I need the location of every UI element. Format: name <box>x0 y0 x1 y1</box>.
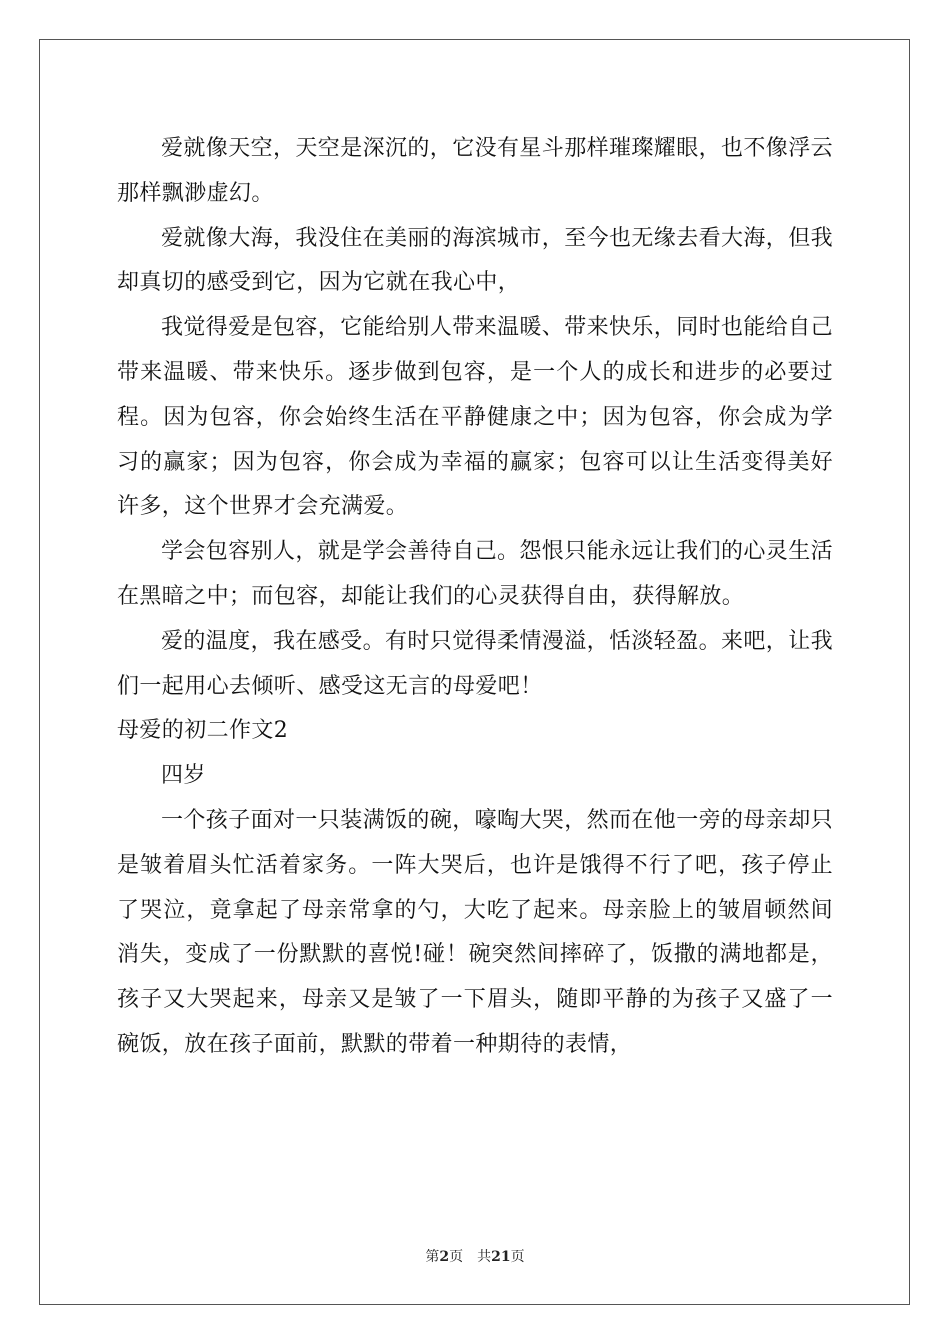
paragraph: 四岁 <box>161 763 206 789</box>
footer-page-suffix: 页 <box>449 1249 464 1265</box>
document-body <box>117 127 833 1068</box>
paragraph: 爱就像天空，天空是深沉的，它没有星斗那样璀璨耀眼，也不像浮云那样飘渺虚幻。 <box>117 136 834 206</box>
section-title: 母爱的初二作文2 <box>117 718 289 744</box>
paragraph: 学会包容别人，就是学会善待自己。怨恨只能永远让我们的心灵生活在黑暗之中；而包容，却能让我们的心灵获得自由，获得解放。 <box>117 539 834 609</box>
paragraph: 爱的温度，我在感受。有时只觉得柔情漫溢，恬淡轻盈。来吧，让我们一起用心去倾听、感受这无言的母爱吧！ <box>117 628 834 699</box>
total-page-count: 21 <box>491 1249 511 1265</box>
footer-total-suffix: 页 <box>510 1249 525 1265</box>
current-page-number: 2 <box>439 1249 450 1265</box>
paragraph: 我觉得爱是包容，它能给别人带来温暖、带来快乐，同时也能给自己带来温暖、带来快乐。逐步做到包容，是一个人的成长和进步的必要过程。因为包容，你会始终生活在平静健康之中；因为包容，你会成为学习的赢家；因为包容，你会成为幸福的赢家；包容可以让生活变得美好许多，这个世界才会充满爱。 <box>117 315 834 520</box>
paragraph: 一个孩子面对一只装满饭的碗，嚎啕大哭，然而在他一旁的母亲却只是皱着眉头忙活着家务。一阵大哭后，也许是饿得不行了吧，孩子停止了哭泣，竟拿起了母亲常拿的勺，大吃了起来。母亲脸上的皱眉顿然间消失，变成了一份默默的喜悦!碰！碗突然间摔碎了，饭撒的满地都是，孩子又大哭起来，母亲又是皱了一下眉头，随即平静的为孩子又盛了一碗饭，放在孩子面前，默默的带着一种期待的表情， <box>117 807 834 1057</box>
page-footer <box>0 1246 950 1266</box>
footer-prefix: 第 <box>425 1249 440 1265</box>
footer-total-prefix: 共 <box>477 1249 492 1265</box>
paragraph: 爱就像大海，我没住在美丽的海滨城市，至今也无缘去看大海，但我却真切的感受到它，因为它就在我心中， <box>117 225 834 296</box>
